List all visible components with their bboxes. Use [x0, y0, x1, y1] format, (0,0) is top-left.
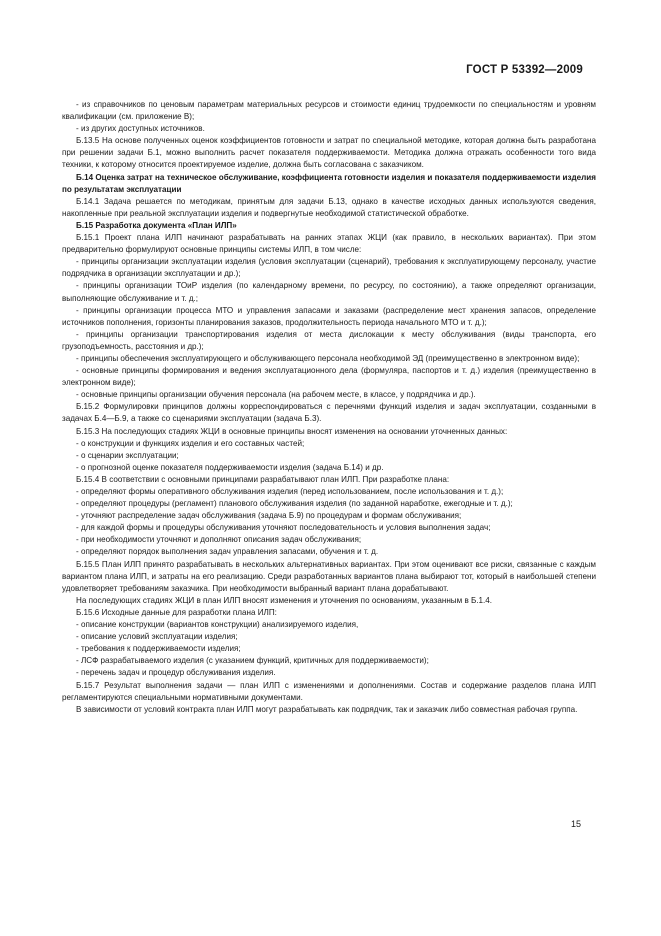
document-id-header: ГОСТ Р 53392—2009	[466, 64, 583, 76]
paragraph-b15-4: Б.15.4 В соответствии с основными принципами разрабатывают план ИЛП. При разработке плана:	[76, 474, 450, 484]
paragraph-list-item: - принципы организации эксплуатации изделия (условия эксплуатации (сценарий), требования к эксплуатирующему персоналу, участие подрядчика в организации эксплуатации и др.);	[62, 257, 596, 279]
paragraph-list-item: - описание конструкции (вариантов конструкции) анализируемого изделия,	[76, 620, 359, 630]
paragraph-list-item: - принципы организации процесса МТО и управления запасами и заказами (распределение мест хранения запасов, определение источников пополнения, горизонты планирования заказов, продолжительность периода начального МТО и т. д.);	[62, 305, 596, 327]
section-heading-b14: Б.14 Оценка затрат на техническое обслуживание, коэффициента готовности изделия и показателя поддерживаемости изделия по результатам эксплуатации	[62, 172, 596, 194]
paragraph-list-item: - принципы организации ТОиР изделия (по календарному времени, по ресурсу, по состоянию), а также определяют организации, выполняющие обслуживание и т. д.;	[62, 281, 596, 303]
paragraph-b15-2: Б.15.2 Формулировки принципов должны корреспондироваться с перечнями функций изделия и задач эксплуатации, созданными в задачах Б.4—Б.9, а также со сценариями эксплуатации (задача Б.3).	[62, 402, 596, 424]
paragraph-list-item: - перечень задач и процедур обслуживания изделия.	[76, 668, 276, 678]
paragraph-text: В зависимости от условий контракта план ИЛП могут разрабатывать как подрядчик, так и заказчик либо совместная рабочая группа.	[76, 704, 578, 714]
paragraph-b15-3: Б.15.3 На последующих стадиях ЖЦИ в основные принципы вносят изменения на основании уточненных данных:	[76, 426, 508, 436]
paragraph-text: На последующих стадиях ЖЦИ в план ИЛП вносят изменения и уточнения по основаниям, указанным в Б.1.4.	[76, 595, 493, 605]
paragraph-list-item: - основные принципы формирования и ведения эксплуатационного дела (формуляра, паспортов и т. д.) изделия (преимущественно в электронном виде);	[62, 366, 596, 388]
paragraph-list-item: - принципы организации транспортирования изделия от места дислокации к месту обслуживания (виды транспорта, его грузоподъемность, расстояния и др.);	[62, 329, 596, 351]
paragraph-list-item: - ЛСФ разрабатываемого изделия (с указанием функций, критичных для поддерживаемости);	[76, 656, 429, 666]
paragraph-list-item: - из справочников по ценовым параметрам материальных ресурсов и стоимости единиц трудоемкости по специальностям и уровням квалификации (см. приложение В);	[62, 100, 596, 122]
paragraph-list-item: - определяют процедуры (регламент) планового обслуживания изделия (по заданной наработке, ежегодные и т. д.);	[76, 499, 513, 509]
paragraph-list-item: - основные принципы организации обучения персонала (на рабочем месте, в классе, у подрядчика и др.).	[76, 390, 476, 400]
paragraph-b15-6: Б.15.6 Исходные данные для разработки плана ИЛП:	[76, 607, 277, 617]
paragraph-list-item: - о прогнозной оценке показателя поддерживаемости изделия (задача Б.14) и др.	[76, 462, 384, 472]
paragraph-list-item: - при необходимости уточняют и дополняют описания задач обслуживания;	[76, 535, 362, 545]
paragraph-list-item: - принципы обеспечения эксплуатирующего и обслуживающего персонала необходимой ЭД (преимущественно в электронном виде);	[76, 353, 580, 363]
paragraph-b14-1: Б.14.1 Задача решается по методикам, принятым для задачи Б.13, однако в качестве исходных данных используются сведения, накопленные при реальной эксплуатации изделия и подвергнутые необходимой статистической обработке.	[62, 196, 596, 218]
paragraph-b15-7: Б.15.7 Результат выполнения задачи — план ИЛП с изменениями и дополнениями. Состав и содержание разделов плана ИЛП регламентируются специальными нормативными документами.	[62, 680, 596, 702]
paragraph-list-item: - из других доступных источников.	[76, 124, 205, 134]
page-number: 15	[570, 819, 581, 829]
paragraph-list-item: - определяют формы оперативного обслуживания изделия (перед использованием, после использования и т. д.);	[76, 487, 504, 496]
paragraph-list-item: - требования к поддерживаемости изделия;	[76, 644, 241, 654]
paragraph-list-item: - уточняют распределение задач обслуживания (задача Б.9) по процедурам и формам обслуживания;	[76, 511, 462, 521]
paragraph-b13-5: Б.13.5 На основе полученных оценок коэффициентов готовности и затрат по специальной методике, которая должна быть разработана при решении задачи Б.1, можно выполнить расчет показателя поддерживаемости. Методика должна отражать особенности того вида техники, к которому относится проектируемое изделие, должна быть согласована с заказчиком.	[62, 136, 596, 170]
paragraph-list-item: - о сценарии эксплуатации;	[76, 450, 179, 460]
paragraph-list-item: - для каждой формы и процедуры обслуживания уточняют последовательность и условия выполнения задач;	[76, 523, 491, 533]
paragraph-list-item: - определяют порядок выполнения задач управления запасами, обучения и т. д.	[76, 547, 379, 557]
paragraph-b15-5: Б.15.5 План ИЛП принято разрабатывать в нескольких альтернативных вариантах. При этом оценивают все риски, связанные с каждым вариантом плана ИЛП, и затраты на его реализацию. Среди разработанных вариантов плана выбирают тот, который в наибольшей степени удовлетворяет требованиям заказчика. При необходимости выбранный вариант плана дорабатывают.	[62, 559, 596, 593]
section-heading-b15: Б.15 Разработка документа «План ИЛП»	[76, 220, 237, 230]
document-body	[62, 99, 596, 716]
paragraph-b15-1: Б.15.1 Проект плана ИЛП начинают разрабатывать на ранних этапах ЖЦИ (как правило, в нескольких вариантах). При этом предварительно формулируют основные принципы системы ИЛП, в том числе:	[62, 233, 596, 255]
paragraph-list-item: - о конструкции и функциях изделия и его составных частей;	[76, 438, 305, 448]
paragraph-list-item: - описание условий эксплуатации изделия;	[76, 632, 238, 642]
